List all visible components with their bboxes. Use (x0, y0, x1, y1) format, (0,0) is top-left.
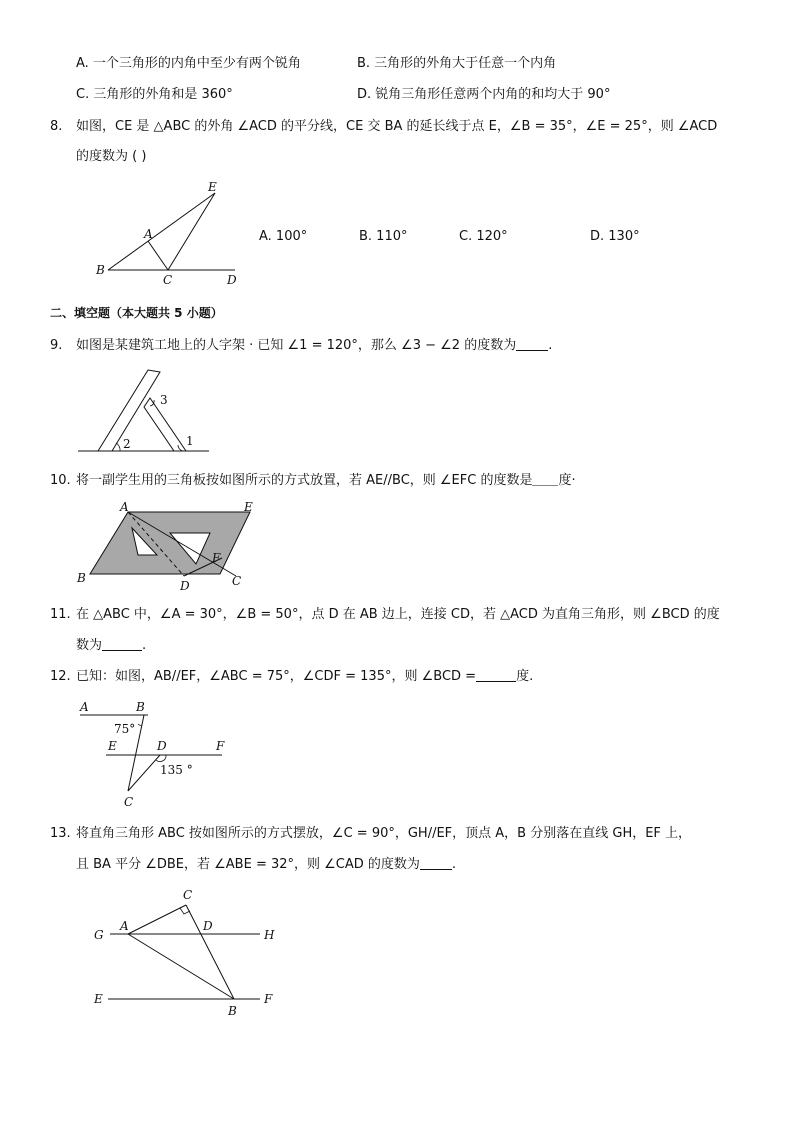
q8-option-d: D. 130° (590, 229, 640, 244)
q8-fig-label-b: B (96, 263, 105, 277)
q13-fig-label-g: G (94, 928, 104, 942)
q9-fig-label-2: 2 (123, 437, 131, 451)
q8-option-b: B. 110° (359, 229, 408, 244)
q10-figure (74, 500, 259, 593)
q11-number: 11. (50, 607, 71, 622)
q10-fig-label-e: E (244, 500, 253, 514)
q10-number: 10. (50, 473, 71, 488)
q10-fig-label-f: F (212, 551, 221, 565)
q9-stem: 如图是某建筑工地上的人字架 · 已知 ∠1 = 120°，那么 ∠3 − ∠2 的度数为 . (76, 338, 553, 353)
q13-answer-blank[interactable] (420, 855, 452, 870)
q10-fig-label-d: D (180, 579, 190, 593)
q12-figure (76, 700, 236, 810)
q10-fig-label-c: C (232, 574, 242, 588)
q12-fig-label-c: C (124, 795, 134, 809)
q8-stem-line2: 的度数为 ( ) (76, 149, 147, 164)
section-heading-fill-in: 二、填空题（本大题共 5 小题） (50, 306, 223, 320)
q8-option-a: A. 100° (259, 229, 308, 244)
q8-fig-label-a: A (144, 227, 153, 241)
q12-fig-label-a: A (80, 700, 89, 714)
q12-fig-label-135: 135 ° (160, 763, 193, 777)
q13-fig-label-f: F (264, 992, 273, 1006)
q13-stem-line1: 将直角三角形 ABC 按如图所示的方式摆放，∠C = 90°，GH//EF，顶点 A，B 分别落在直线 GH，EF 上， (76, 826, 692, 841)
q7-option-b: B. 三角形的外角大于任意一个内角 (357, 56, 557, 71)
q8-fig-label-c: C (163, 273, 173, 287)
q11-stem-line1: 在 △ABC 中，∠A = 30°，∠B = 50°，点 D 在 AB 边上，连接 CD，若 △ACD 为直角三角形，则 ∠BCD 的度 (76, 607, 720, 622)
q12-stem: 已知：如图，AB//EF，∠ABC = 75°，∠CDF = 135°，则 ∠BCD = 度. (76, 669, 534, 684)
q8-fig-label-e: E (208, 180, 217, 194)
q13-figure (88, 885, 288, 1020)
q7-option-c: C. 三角形的外角和是 360° (76, 87, 233, 102)
q13-fig-label-e: E (94, 992, 103, 1006)
q13-number: 13. (50, 826, 71, 841)
q12-number: 12. (50, 669, 71, 684)
q13-fig-label-c: C (183, 888, 193, 902)
q12-fig-label-e: E (108, 739, 117, 753)
q13-fig-label-b: B (228, 1004, 237, 1018)
q7-option-a: A. 一个三角形的内角中至少有两个锐角 (76, 56, 301, 71)
q10-stem: 将一副学生用的三角板按如图所示的方式放置，若 AE//BC，则 ∠EFC 的度数是 度· (76, 473, 576, 488)
q10-fig-label-a: A (120, 500, 129, 514)
q12-answer-blank[interactable] (476, 667, 516, 682)
q12-fig-label-b: B (136, 700, 145, 714)
q9-figure (78, 362, 213, 457)
q10-answer-blank[interactable] (532, 471, 558, 486)
q12-fig-label-f: F (216, 739, 225, 753)
q11-stem-line2: 数为 . (76, 638, 147, 653)
q9-number: 9. (50, 338, 63, 353)
q12-fig-label-75: 75° (114, 722, 136, 736)
q8-number: 8. (50, 119, 63, 134)
q13-fig-label-h: H (264, 928, 275, 942)
q8-figure (90, 180, 250, 290)
q8-fig-label-d: D (227, 273, 237, 287)
q7-option-d: D. 锐角三角形任意两个内角的和均大于 90° (357, 87, 611, 102)
q9-fig-label-1: 1 (186, 434, 194, 448)
q13-fig-label-a: A (120, 919, 129, 933)
q11-answer-blank[interactable] (102, 636, 142, 651)
q8-stem-line1: 如图，CE 是 △ABC 的外角 ∠ACD 的平分线，CE 交 BA 的延长线于点 E，∠B = 35°，∠E = 25°，则 ∠ACD (76, 119, 718, 134)
q10-fig-label-b: B (77, 571, 86, 585)
q12-fig-label-d: D (157, 739, 167, 753)
q13-fig-label-d: D (203, 919, 213, 933)
q8-option-c: C. 120° (459, 229, 508, 244)
q13-stem-line2: 且 BA 平分 ∠DBE，若 ∠ABE = 32°，则 ∠CAD 的度数为 . (76, 857, 457, 872)
q9-answer-blank[interactable] (516, 336, 548, 351)
q9-fig-label-3: 3 (160, 393, 168, 407)
